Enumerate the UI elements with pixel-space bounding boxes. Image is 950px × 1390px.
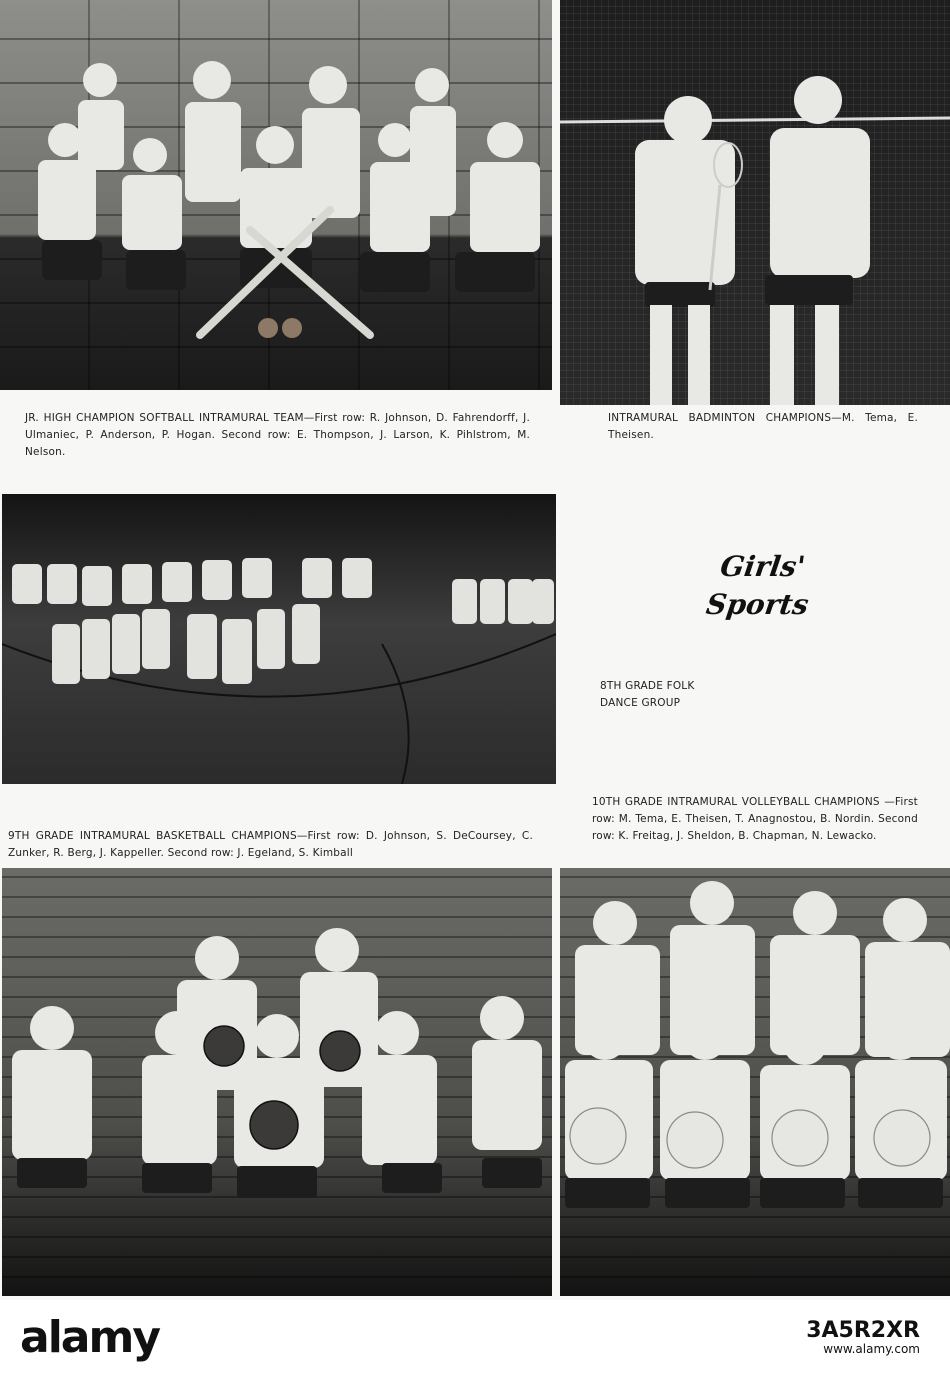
page-title — [675, 548, 846, 624]
stock-info — [806, 1318, 920, 1358]
stock-image-id: 3A5R2XR — [806, 1318, 920, 1343]
volleyball-caption: 10TH GRADE INTRAMURAL VOLLEYBALL CHAMPIONS —First row: M. Tema, E. Theisen, T. Anagnostou, B. Nordin. Second row: K. Freitag, J. Sheldon, B. Chapman, N. Lewacko. — [592, 796, 918, 842]
softball-team-photo — [0, 0, 552, 390]
softball-caption: JR. HIGH CHAMPION SOFTBALL INTRAMURAL TEAM—First row: R. Johnson, D. Fahrendorff, J. Ulmaniec, P. Anderson, P. Hogan. Second row: E. Thompson, J. Larson, K. Pihlstrom, M. Nelson. — [25, 412, 530, 458]
volleyball-champions-photo — [560, 868, 950, 1296]
folk-dance-photo — [2, 494, 556, 784]
title-line-1: Girls' — [718, 550, 808, 583]
basketball-illustration — [2, 868, 552, 1296]
basketball-champions-photo — [2, 868, 552, 1296]
title-line-2: Sports — [704, 588, 811, 621]
softball-team-illustration — [0, 0, 552, 390]
stock-url: www.alamy.com — [823, 1342, 920, 1356]
badminton-illustration — [560, 0, 950, 405]
volleyball-illustration — [560, 868, 950, 1296]
badminton-champions-photo — [560, 0, 950, 405]
basketball-caption: 9TH GRADE INTRAMURAL BASKETBALL CHAMPIONS—First row: D. Johnson, S. DeCoursey, C. Zunker, R. Berg, J. Kappeller. Second row: J. Egeland, S. Kimball — [8, 830, 533, 859]
alamy-logo: alamy — [20, 1312, 159, 1363]
folk-dance-caption — [600, 678, 800, 712]
badminton-caption: INTRAMURAL BADMINTON CHAMPIONS—M. Tema, E. Theisen. — [608, 412, 918, 441]
folk-dance-caption-line-2: DANCE GROUP — [600, 697, 681, 709]
folk-dance-caption-line-1: 8TH GRADE FOLK — [600, 680, 695, 692]
folk-dance-illustration — [2, 494, 556, 784]
